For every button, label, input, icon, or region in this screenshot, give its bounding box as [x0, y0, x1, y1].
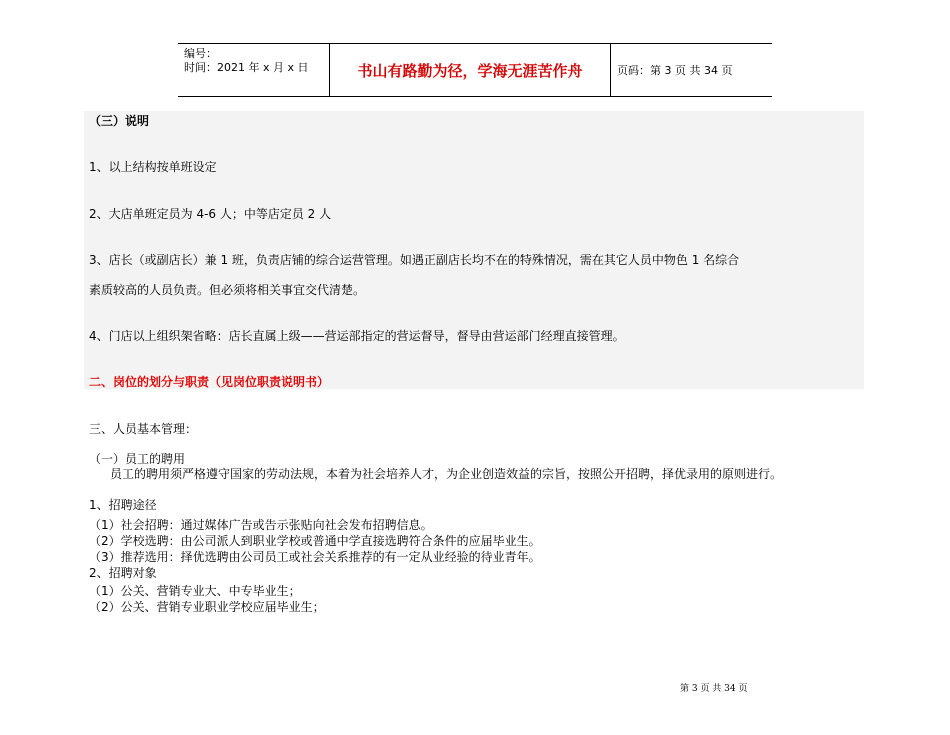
page-footer: 第 3 页 共 34 页: [680, 684, 748, 694]
header-motto: 书山有路勤为径，学海无涯苦作舟: [330, 44, 611, 96]
list-item: 2、大店单班定员为 4-6 人；中等店定员 2 人: [89, 207, 332, 221]
part2-heading: 二、岗位的划分与职责（见岗位职责说明书）: [89, 375, 330, 389]
list-item: 1、以上结构按单班设定: [89, 160, 217, 174]
list-item: （3）推荐选用：择优选聘由公司员工或社会关系推荐的有一定从业经验的待业青年。: [89, 550, 541, 564]
targets-title: 2、招聘对象: [89, 566, 157, 580]
hiring-intro-paragraph: 员工的聘用须严格遵守国家的劳动法规，本着为社会培养人才，为企业创造效益的宗旨，按照公开招聘，择优录用的原则进行。: [110, 467, 783, 481]
document-number-label: 编号：: [184, 47, 217, 60]
header-page-number: 页码：第 3 页 共 34 页: [617, 64, 733, 77]
page-header: [178, 43, 772, 97]
part3-heading: 三、人员基本管理：: [89, 422, 198, 436]
list-item: （1）公关、营销专业大、中专毕业生；: [89, 584, 301, 598]
list-item: （2）学校选聘：由公司派人到职业学校或普通中学直接选聘符合条件的应届毕业生。: [89, 534, 541, 548]
document-date-label: 时间：2021 年 x 月 x 日: [184, 61, 309, 74]
header-left-cell: [178, 44, 330, 96]
list-item: 素质较高的人员负责。但必须将相关事宜交代清楚。: [89, 283, 366, 297]
hiring-subtitle: （一）员工的聘用: [89, 452, 186, 466]
highlighted-section-background: [84, 111, 864, 389]
list-item: （2）公关、营销专业职业学校应届毕业生；: [89, 600, 325, 614]
list-item: 4、门店以上组织架省略：店长直属上级——营运部指定的营运督导，督导由营运部门经理直接管理。: [89, 329, 625, 343]
list-item: 3、店长（或副店长）兼 1 班，负责店铺的综合运营管理。如遇正副店长均不在的特殊情况，需在其它人员中物色 1 名综合: [89, 253, 740, 267]
section-title: （三）说明: [89, 114, 150, 128]
channels-title: 1、招聘途径: [89, 498, 157, 512]
list-item: （1）社会招聘：通过媒体广告或告示张贴向社会发布招聘信息。: [89, 518, 433, 532]
